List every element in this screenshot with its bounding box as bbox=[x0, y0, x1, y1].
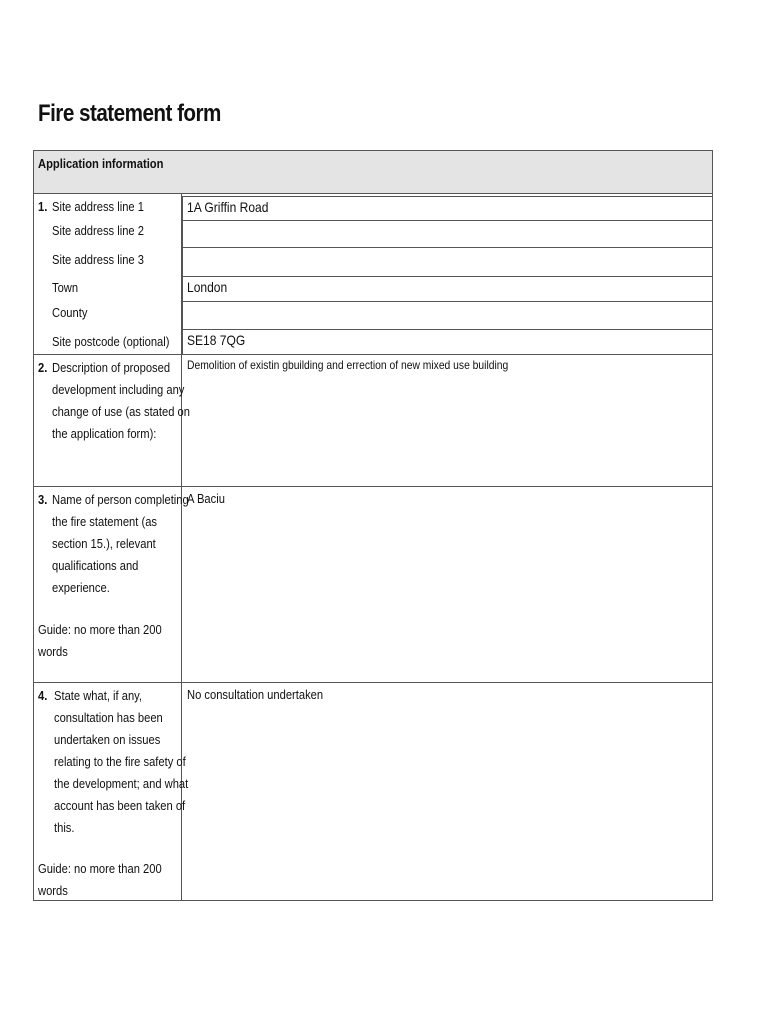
q3-number: 3. bbox=[38, 492, 48, 507]
label-county: County bbox=[52, 305, 88, 320]
row-divider-q2-q3 bbox=[34, 486, 712, 487]
label-town: Town bbox=[52, 280, 79, 295]
fire-statement-form bbox=[33, 150, 713, 901]
site-address-line-1-field[interactable] bbox=[182, 196, 713, 221]
town-value: London bbox=[187, 279, 228, 295]
site-address-line-2-field[interactable] bbox=[182, 220, 713, 248]
q2-number: 2. bbox=[38, 360, 48, 375]
q3-guide: Guide: no more than 200 words bbox=[38, 622, 162, 659]
county-field[interactable] bbox=[182, 301, 713, 330]
q2-answer[interactable]: Demolition of existin gbuilding and errection of new mixed use building bbox=[187, 358, 509, 372]
site-address-line-1-value: 1A Griffin Road bbox=[187, 199, 269, 215]
site-postcode-value: SE18 7QG bbox=[187, 332, 246, 348]
label-site-address-line-3: Site address line 3 bbox=[52, 252, 144, 267]
form-title: Fire statement form bbox=[38, 100, 221, 127]
q1-number: 1. bbox=[38, 199, 48, 214]
q4-answer[interactable]: No consultation undertaken bbox=[187, 687, 324, 702]
label-site-address-line-1: Site address line 1 bbox=[52, 199, 144, 214]
row-divider-q3-q4 bbox=[34, 682, 712, 683]
q4-guide: Guide: no more than 200 words bbox=[38, 861, 162, 898]
section-header bbox=[34, 151, 712, 194]
q3-label: Name of person completing the fire statement (as section 15.), relevant qualifications and experience. bbox=[52, 492, 189, 595]
q2-label: Description of proposed development including any change of use (as stated on the application form): bbox=[52, 360, 190, 441]
town-field[interactable] bbox=[182, 276, 713, 302]
label-site-postcode: Site postcode (optional) bbox=[52, 334, 170, 349]
q4-number: 4. bbox=[38, 688, 48, 703]
q3-answer[interactable]: A Baciu bbox=[187, 491, 225, 506]
label-site-address-line-2: Site address line 2 bbox=[52, 223, 144, 238]
site-address-line-3-field[interactable] bbox=[182, 247, 713, 277]
q4-label: State what, if any, consultation has been undertaken on issues relating to the fire safety of the development; and what account has been taken of this. bbox=[54, 688, 189, 835]
site-postcode-field[interactable] bbox=[182, 329, 713, 355]
section-header-label: Application information bbox=[38, 156, 164, 171]
